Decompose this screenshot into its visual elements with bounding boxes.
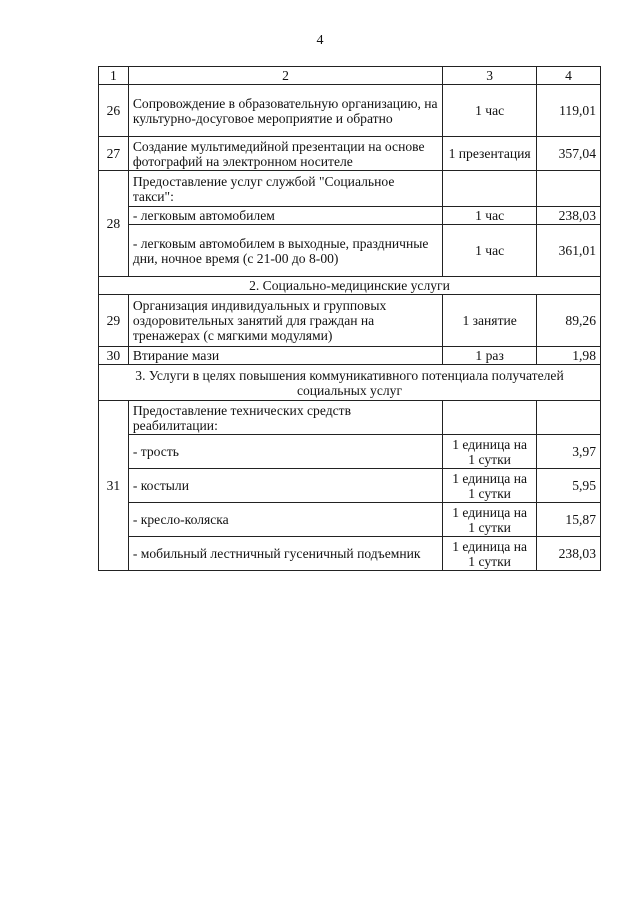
service-name: Сопровождение в образовательную организацию, на культурно-досуговое мероприятие и обратно: [128, 85, 442, 137]
service-price: 357,04: [537, 137, 601, 171]
row-number: 26: [99, 85, 129, 137]
service-name: Втирание мази: [128, 347, 442, 365]
table-row: [99, 347, 601, 365]
section-row: [99, 277, 601, 295]
empty-cell: [537, 171, 601, 207]
table-row: [99, 295, 601, 347]
service-price: 119,01: [537, 85, 601, 137]
service-unit: 1 единица на 1 сутки: [443, 469, 537, 503]
service-unit: 1 единица на 1 сутки: [443, 435, 537, 469]
service-unit: 1 единица на 1 сутки: [443, 503, 537, 537]
service-unit: 1 час: [443, 207, 537, 225]
header-col-4: 4: [537, 67, 601, 85]
service-subitem-name: - легковым автомобилем в выходные, праздничные дни, ночное время (с 21-00 до 8-00): [128, 225, 442, 277]
empty-cell: [443, 171, 537, 207]
row-number: 30: [99, 347, 129, 365]
section-row: [99, 365, 601, 401]
service-unit: 1 презентация: [443, 137, 537, 171]
service-price: 3,97: [537, 435, 601, 469]
service-price: 15,87: [537, 503, 601, 537]
section-title: 3. Услуги в целях повышения коммуникативного потенциала получателей социальных услуг: [99, 365, 601, 401]
table-row: [99, 85, 601, 137]
table-subrow: [99, 207, 601, 225]
table-subrow: [99, 225, 601, 277]
row-number: 29: [99, 295, 129, 347]
service-name: Предоставление технических средств реабилитации:: [128, 401, 442, 435]
empty-cell: [537, 401, 601, 435]
header-col-3: 3: [443, 67, 537, 85]
service-unit: 1 занятие: [443, 295, 537, 347]
empty-cell: [443, 401, 537, 435]
service-price: 5,95: [537, 469, 601, 503]
service-name: Организация индивидуальных и групповых оздоровительных занятий для граждан на тренажерах (с мягкими модулями): [128, 295, 442, 347]
table-subrow: [99, 435, 601, 469]
row-number: 28: [99, 171, 129, 277]
table-subrow: [99, 503, 601, 537]
table-row: [99, 401, 601, 435]
service-unit: 1 единица на 1 сутки: [443, 537, 537, 571]
row-number: 31: [99, 401, 129, 571]
service-price: 89,26: [537, 295, 601, 347]
service-price: 361,01: [537, 225, 601, 277]
service-subitem-name: - мобильный лестничный гусеничный подъемник: [128, 537, 442, 571]
service-name: Создание мультимедийной презентации на основе фотографий на электронном носителе: [128, 137, 442, 171]
service-price: 238,03: [537, 537, 601, 571]
header-col-1: 1: [99, 67, 129, 85]
service-subitem-name: - кресло-коляска: [128, 503, 442, 537]
page-number: 4: [316, 33, 324, 48]
service-price: 238,03: [537, 207, 601, 225]
service-subitem-name: - легковым автомобилем: [128, 207, 442, 225]
table-header-row: [99, 67, 601, 85]
section-title: 2. Социально-медицинские услуги: [99, 277, 601, 295]
service-subitem-name: - трость: [128, 435, 442, 469]
table-row: [99, 137, 601, 171]
service-subitem-name: - костыли: [128, 469, 442, 503]
table-row: [99, 171, 601, 207]
service-name: Предоставление услуг службой "Социальное такси":: [128, 171, 442, 207]
table-subrow: [99, 469, 601, 503]
row-number: 27: [99, 137, 129, 171]
service-unit: 1 раз: [443, 347, 537, 365]
service-unit: 1 час: [443, 225, 537, 277]
header-col-2: 2: [128, 67, 442, 85]
service-unit: 1 час: [443, 85, 537, 137]
services-price-table: [98, 66, 601, 571]
service-price: 1,98: [537, 347, 601, 365]
table-subrow: [99, 537, 601, 571]
